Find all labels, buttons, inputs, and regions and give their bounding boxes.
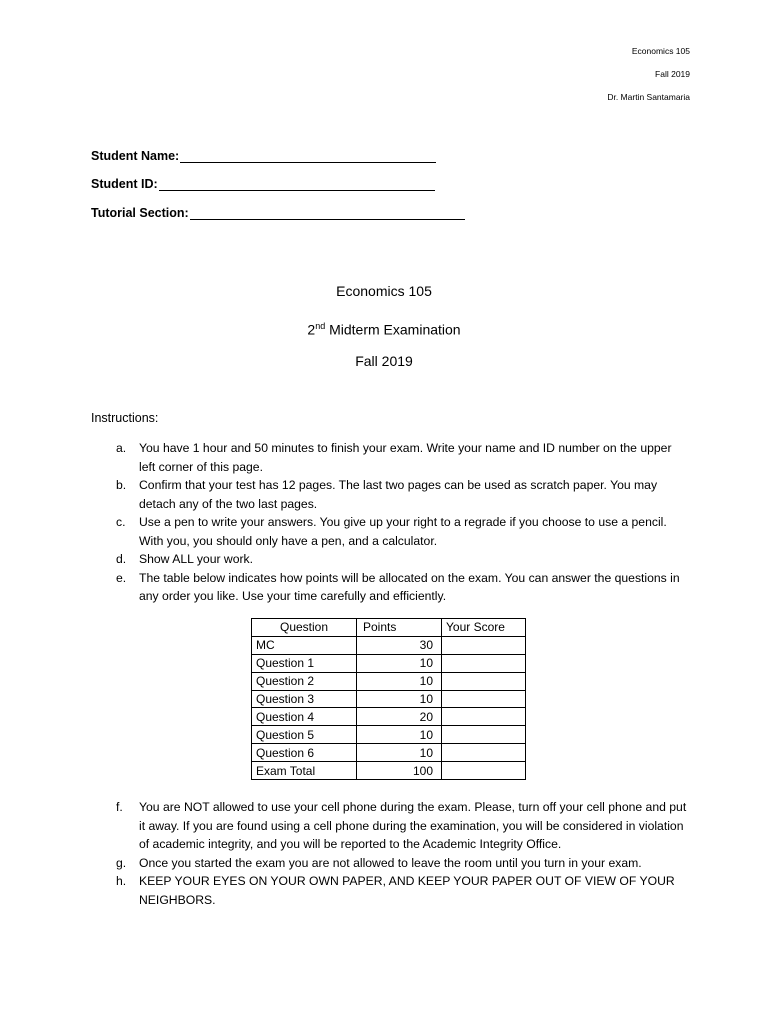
instruction-text: KEEP YOUR EYES ON YOUR OWN PAPER, AND KEEP YOUR PAPER OUT OF VIEW OF YOUR NEIGHBORS. (139, 874, 675, 907)
instructions-heading: Instructions: (91, 411, 159, 425)
row-question: Question 6 (252, 744, 357, 762)
header-your-score: Your Score (442, 619, 526, 637)
instruction-item (91, 439, 691, 476)
instruction-letter: h. (116, 874, 127, 888)
row-points: 10 (357, 654, 442, 672)
instruction-letter: c. (116, 515, 126, 529)
table-row (252, 636, 526, 654)
instruction-item (91, 476, 691, 513)
row-score-cell[interactable] (442, 654, 526, 672)
instruction-text: Confirm that your test has 12 pages. The last two pages can be used as scratch paper. You may detach any of the two last pages. (139, 478, 658, 511)
table-row (252, 744, 526, 762)
row-score-cell[interactable] (442, 744, 526, 762)
instruction-item (91, 872, 691, 909)
table-row (252, 762, 526, 780)
table-row (252, 726, 526, 744)
row-points: 30 (357, 636, 442, 654)
instructions-list-f-h (91, 798, 691, 909)
instruction-text: You are NOT allowed to use your cell phone during the exam. Please, turn off your cell phone and put it away. If you are found using a cell phone during the examination, you will be considered in violation of academic integrity, and you will be reported to the Academic Integrity Office. (139, 800, 687, 851)
points-table-header-row (252, 619, 526, 637)
instruction-letter: d. (116, 552, 127, 566)
table-row (252, 654, 526, 672)
row-question: Question 2 (252, 672, 357, 690)
instruction-letter: a. (116, 441, 127, 455)
row-points: 10 (357, 672, 442, 690)
header-term: Fall 2019 (655, 69, 690, 79)
instruction-item (91, 798, 691, 854)
instruction-text: Once you started the exam you are not allowed to leave the room until you turn in your exam. (139, 855, 642, 870)
title-course: Economics 105 (336, 283, 432, 299)
instruction-letter: e. (116, 570, 127, 585)
instruction-letter: g. (116, 855, 127, 870)
instruction-letter: f. (116, 800, 123, 814)
row-points: 10 (357, 690, 442, 708)
title-exam (0, 316, 768, 351)
row-score-cell[interactable] (442, 690, 526, 708)
header-course: Economics 105 (631, 46, 690, 56)
student-id-line[interactable] (159, 176, 435, 191)
instruction-letter: b. (116, 478, 127, 492)
instruction-text: The table below indicates how points will be allocated on the exam. You can answer the questions in any order you like. Use your time carefully and efficiently. (139, 570, 680, 603)
student-name-line[interactable] (180, 148, 436, 163)
row-score-cell[interactable] (442, 708, 526, 726)
row-question: Question 3 (252, 690, 357, 708)
row-question: MC (252, 636, 357, 654)
table-row (252, 672, 526, 690)
student-id-label: Student ID: (91, 177, 158, 191)
page-header (490, 46, 690, 115)
instruction-text: Use a pen to write your answers. You give up your right to a regrade if you choose to use a pencil. With you, you should only have a pen, and a calculator. (139, 515, 667, 548)
tutorial-section-label: Tutorial Section: (91, 205, 189, 220)
instruction-text: You have 1 hour and 50 minutes to finish your exam. Write your name and ID number on the upper left corner of this page. (139, 441, 672, 474)
student-name-field[interactable] (91, 134, 465, 163)
row-points: 100 (357, 762, 442, 780)
instructions-list-a-e (91, 439, 691, 606)
row-points: 10 (357, 726, 442, 744)
title-term: Fall 2019 (355, 353, 413, 369)
header-points: Points (357, 619, 442, 637)
row-score-cell[interactable] (442, 726, 526, 744)
instruction-item (91, 569, 691, 606)
student-name-label: Student Name: (91, 148, 180, 163)
row-score-cell[interactable] (442, 762, 526, 780)
row-score-cell[interactable] (442, 672, 526, 690)
student-info-fields (91, 134, 465, 220)
row-question: Question 1 (252, 654, 357, 672)
row-points: 10 (357, 744, 442, 762)
title-exam-ordinal: nd (315, 321, 326, 331)
instruction-item (91, 513, 691, 550)
tutorial-section-field[interactable] (91, 191, 465, 220)
table-row (252, 690, 526, 708)
instruction-item (91, 854, 691, 873)
row-score-cell[interactable] (442, 636, 526, 654)
row-question: Question 5 (252, 726, 357, 744)
points-table (251, 618, 526, 780)
title-exam-number: 2 (307, 321, 316, 338)
header-question: Question (252, 619, 357, 637)
instruction-text: Show ALL your work. (139, 552, 254, 566)
instruction-item (91, 550, 691, 569)
exam-title (0, 281, 768, 386)
tutorial-section-line[interactable] (190, 205, 465, 220)
student-id-field[interactable] (91, 163, 465, 192)
row-points: 20 (357, 708, 442, 726)
table-row (252, 708, 526, 726)
row-question: Exam Total (252, 762, 357, 780)
header-instructor: Dr. Martin Santamaria (607, 92, 690, 102)
row-question: Question 4 (252, 708, 357, 726)
title-exam-name: Midterm Examination (325, 321, 461, 338)
